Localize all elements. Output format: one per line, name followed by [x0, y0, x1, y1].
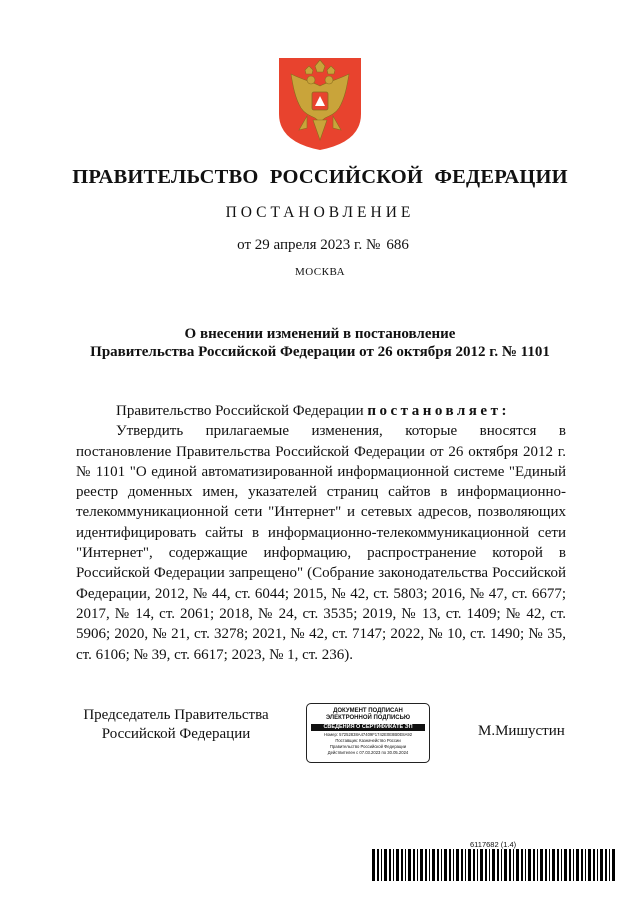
- barcode-bar: [468, 849, 471, 881]
- coat-of-arms-emblem: [277, 56, 363, 152]
- barcode-bar: [564, 849, 567, 881]
- barcode-bar: [549, 849, 550, 881]
- barcode-bar: [384, 849, 387, 881]
- barcode-bar: [396, 849, 399, 881]
- subject-line-2: Правительства Российской Федерации от 26 октября 2012 г. № 1101: [90, 344, 550, 360]
- barcode-bar: [389, 849, 391, 881]
- barcode-bar: [453, 849, 454, 881]
- barcode-bar: [525, 849, 526, 881]
- barcode-graphic: [372, 849, 616, 881]
- barcode-bar: [612, 849, 615, 881]
- electronic-signature-stamp: [306, 703, 430, 763]
- barcode-bar: [429, 849, 430, 881]
- barcode-bar: [497, 849, 499, 881]
- stamp-serial: Номер: 57252838A47409F1742E0E8B0E8A92: [323, 732, 413, 737]
- barcode-bar: [588, 849, 591, 881]
- document-date-number: [0, 237, 640, 254]
- barcode-bar: [408, 849, 411, 881]
- barcode-bar: [540, 849, 543, 881]
- barcode-bar: [480, 849, 483, 881]
- stamp-line-2: ЭЛЕКТРОННОЙ ПОДПИСЬЮ: [325, 715, 411, 721]
- intro-text: Правительство Российской Федерации: [116, 403, 364, 419]
- barcode-bar: [605, 849, 607, 881]
- barcode-bar: [521, 849, 523, 881]
- barcode-bar: [437, 849, 439, 881]
- barcode-bar: [405, 849, 406, 881]
- barcode-bar: [401, 849, 403, 881]
- stamp-issuer: Поставщик: Казначейство России: [335, 738, 401, 743]
- barcode-bar: [420, 849, 423, 881]
- barcode-bar: [501, 849, 502, 881]
- barcode-bar: [552, 849, 555, 881]
- barcode-bar: [533, 849, 535, 881]
- barcode-bar: [509, 849, 511, 881]
- body-intro: [76, 401, 566, 421]
- document-type: ПОСТАНОВЛЕНИЕ: [225, 204, 415, 221]
- barcode-bar: [489, 849, 490, 881]
- government-title: ПРАВИТЕЛЬСТВО РОССИЙСКОЙ ФЕДЕРАЦИИ: [72, 166, 568, 188]
- stamp-validity: Действителен с 07.03.2023 по 30.05.2024: [327, 750, 409, 755]
- barcode-bar: [545, 849, 547, 881]
- barcode-bar: [585, 849, 586, 881]
- barcode-bar: [561, 849, 562, 881]
- barcode-bar: [377, 849, 379, 881]
- document-subject: [60, 325, 580, 361]
- barcode-bar: [597, 849, 598, 881]
- barcode-bar: [569, 849, 571, 881]
- barcode-bar: [593, 849, 595, 881]
- barcode-bar: [473, 849, 475, 881]
- barcode-bar: [413, 849, 415, 881]
- document-city: МОСКВА: [294, 266, 346, 278]
- barcode-bar: [513, 849, 514, 881]
- document-number: 686: [386, 237, 409, 253]
- signatory-position: [76, 706, 276, 744]
- position-line-2: Российской Федерации: [101, 726, 251, 742]
- barcode-bar: [456, 849, 459, 881]
- barcode-bar: [449, 849, 451, 881]
- barcode-bar: [600, 849, 603, 881]
- document-date: от 29 апреля 2023 г. №: [237, 237, 381, 253]
- barcode-bar: [573, 849, 574, 881]
- barcode-bar: [492, 849, 495, 881]
- barcode-bar: [477, 849, 478, 881]
- barcode-number: 6117682 (1.4): [470, 840, 517, 849]
- barcode-bar: [461, 849, 463, 881]
- position-line-1: Председатель Правительства: [83, 707, 269, 723]
- barcode-bar: [444, 849, 447, 881]
- barcode-bar: [516, 849, 519, 881]
- stamp-owner: Правительство Российской Федерации: [329, 744, 407, 749]
- barcode-bar: [528, 849, 531, 881]
- barcode-bar: [581, 849, 583, 881]
- barcode-bar: [417, 849, 418, 881]
- barcode-bar: [576, 849, 579, 881]
- barcode-bar: [372, 849, 375, 881]
- barcode-bar: [557, 849, 559, 881]
- signatory-name: М.Мишустин: [478, 723, 565, 739]
- barcode-bar: [393, 849, 394, 881]
- stamp-line-1: ДОКУМЕНТ ПОДПИСАН: [333, 708, 403, 714]
- barcode-bar: [381, 849, 382, 881]
- stamp-certificate-bar: СВЕДЕНИЯ О СЕРТИФИКАТЕ ЭП: [311, 724, 425, 731]
- document-body: [76, 401, 566, 665]
- barcode-bar: [441, 849, 442, 881]
- barcode-bar: [537, 849, 538, 881]
- resolves-word: постановляет:: [367, 403, 510, 419]
- decree-paragraph: Утвердить прилагаемые изменения, которые вносятся в постановление Правительства Российской Федерации от 26 октября 2012 г. № 1101 "О единой автоматизированной информационной системе "Единый реестр доменных имен, указателей страниц сайтов в информационно-телекоммуникационной сети "Интернет" и сетевых адресов, позволяющих идентифицировать сайты в информационно-телекоммуникационной сети "Интернет", содержащие информацию, распространение которой в Российской Федерации запрещено" (Собрание законодательства Российской Федерации, 2012, № 44, ст. 6044; 2015, № 42, ст. 5803; 2016, № 47, ст. 6677; 2017, № 14, ст. 2061; 2018, № 24, ст. 3535; 2019, № 13, ст. 1409; № 42, ст. 5906; 2020, № 21, ст. 3278; 2021, № 42, ст. 7147; 2022, № 10, ст. 1490; № 35, ст. 6106; № 39, ст. 6617; 2023, № 1, ст. 236).: [76, 423, 566, 663]
- barcode-bar: [485, 849, 487, 881]
- barcode-bar: [504, 849, 507, 881]
- barcode-bar: [425, 849, 427, 881]
- subject-line-1: О внесении изменений в постановление: [184, 326, 456, 342]
- barcode-bar: [432, 849, 435, 881]
- barcode-bar: [609, 849, 610, 881]
- barcode: [372, 849, 616, 881]
- barcode-bar: [465, 849, 466, 881]
